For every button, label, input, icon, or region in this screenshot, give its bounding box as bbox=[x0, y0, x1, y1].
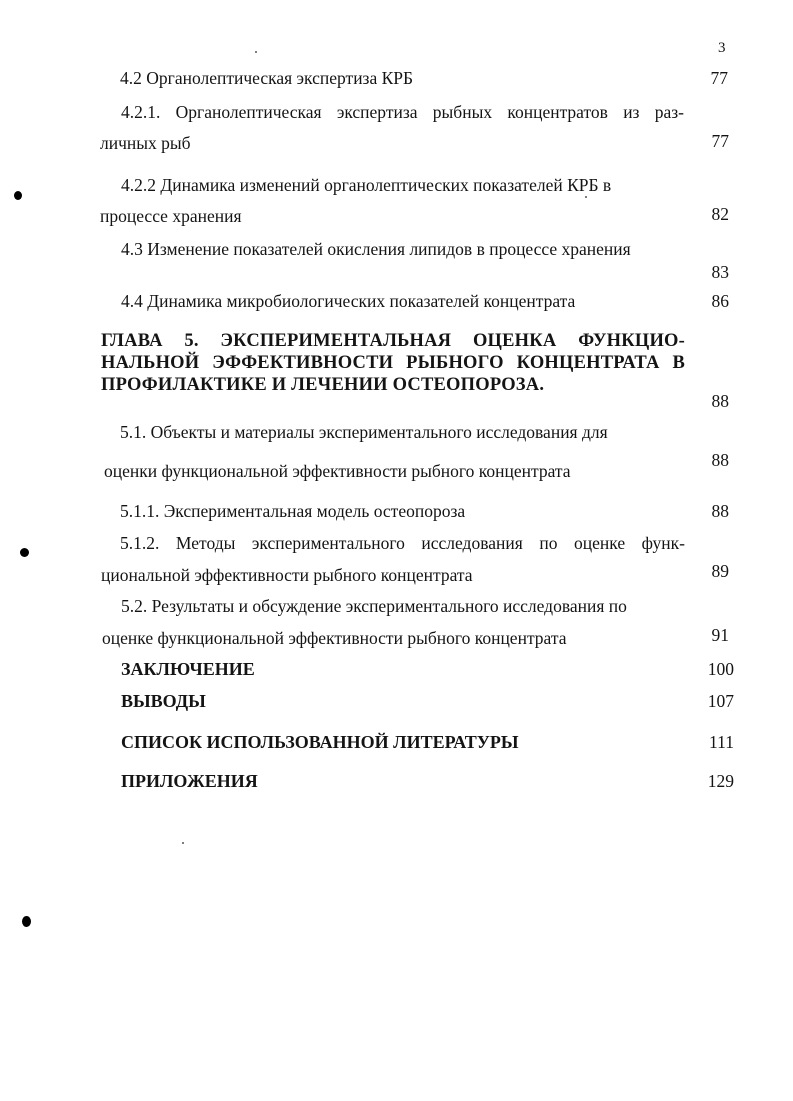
toc-entry-title-line1: 5.1. Объекты и материалы экспериментального исследования для bbox=[120, 422, 608, 442]
toc-entry-page: 77 bbox=[711, 131, 729, 151]
toc-entry-page: 86 bbox=[711, 291, 729, 311]
chapter-title-line2: НАЛЬНОЙ ЭФФЕКТИВНОСТИ РЫБНОГО КОНЦЕНТРАТА В bbox=[101, 353, 685, 373]
toc-entry-page: 91 bbox=[711, 625, 729, 645]
toc-entry-title-line2: процессе хранения bbox=[100, 206, 242, 226]
toc-entry-page: 88 bbox=[711, 501, 729, 521]
toc-entry-title: СПИСОК ИСПОЛЬЗОВАННОЙ ЛИТЕРАТУРЫ bbox=[121, 732, 519, 752]
toc-entry-title: 4.3 Изменение показателей окисления липидов в процессе хранения bbox=[121, 239, 631, 259]
toc-entry-title-line1: 4.2.1. Органолептическая экспертиза рыбных концентратов из раз- bbox=[121, 102, 684, 122]
toc-entry-title-line2: циональной эффективности рыбного концентрата bbox=[101, 565, 473, 585]
toc-entry-page: 100 bbox=[707, 659, 734, 679]
toc-entry-page: 111 bbox=[709, 732, 734, 752]
scan-speck bbox=[182, 842, 184, 844]
scan-spot bbox=[20, 548, 29, 557]
toc-entry-title-line2: оценке функциональной эффективности рыбного концентрата bbox=[102, 628, 567, 648]
toc-entry-page: 107 bbox=[707, 691, 734, 711]
scan-speck bbox=[585, 196, 587, 198]
chapter-title-line3: ПРОФИЛАКТИКЕ И ЛЕЧЕНИИ ОСТЕОПОРОЗА. bbox=[101, 375, 545, 395]
toc-entry-title: ЗАКЛЮЧЕНИЕ bbox=[121, 659, 255, 679]
toc-entry-title: 4.4 Динамика микробиологических показателей концентрата bbox=[121, 291, 576, 311]
toc-entry-page: 89 bbox=[711, 561, 729, 581]
scan-spot bbox=[22, 916, 31, 927]
toc-entry-title: 4.2 Органолептическая экспертиза КРБ bbox=[120, 68, 414, 88]
toc-entry-page: 83 bbox=[711, 262, 729, 282]
toc-entry-title: ПРИЛОЖЕНИЯ bbox=[121, 771, 258, 791]
toc-entry-title-line1: 5.1.2. Методы экспериментального исследования по оценке функ- bbox=[120, 533, 685, 553]
toc-entry-page: 88 bbox=[711, 450, 729, 470]
toc-entry-title-line2: личных рыб bbox=[100, 133, 191, 153]
scan-spot bbox=[14, 191, 22, 200]
toc-entry-page: 88 bbox=[711, 391, 729, 411]
toc-entry-title: ВЫВОДЫ bbox=[121, 691, 206, 711]
toc-entry-title-line1: 4.2.2 Динамика изменений органолептических показателей КРБ в bbox=[121, 175, 612, 195]
chapter-title-line1: ГЛАВА 5. ЭКСПЕРИМЕНТАЛЬНАЯ ОЦЕНКА ФУНКЦИО- bbox=[101, 331, 685, 351]
toc-entry-page: 82 bbox=[711, 204, 729, 224]
scan-speck bbox=[255, 51, 257, 53]
toc-entry-title-line2: оценки функциональной эффективности рыбного концентрата bbox=[104, 461, 571, 481]
toc-entry-title: 5.1.1. Экспериментальная модель остеопороза bbox=[120, 501, 466, 521]
toc-entry-page: 129 bbox=[707, 771, 734, 791]
toc-entry-page: 77 bbox=[710, 68, 728, 88]
toc-entry-title-line1: 5.2. Результаты и обсуждение экспериментального исследования по bbox=[121, 596, 627, 616]
page-number: 3 bbox=[718, 40, 726, 56]
